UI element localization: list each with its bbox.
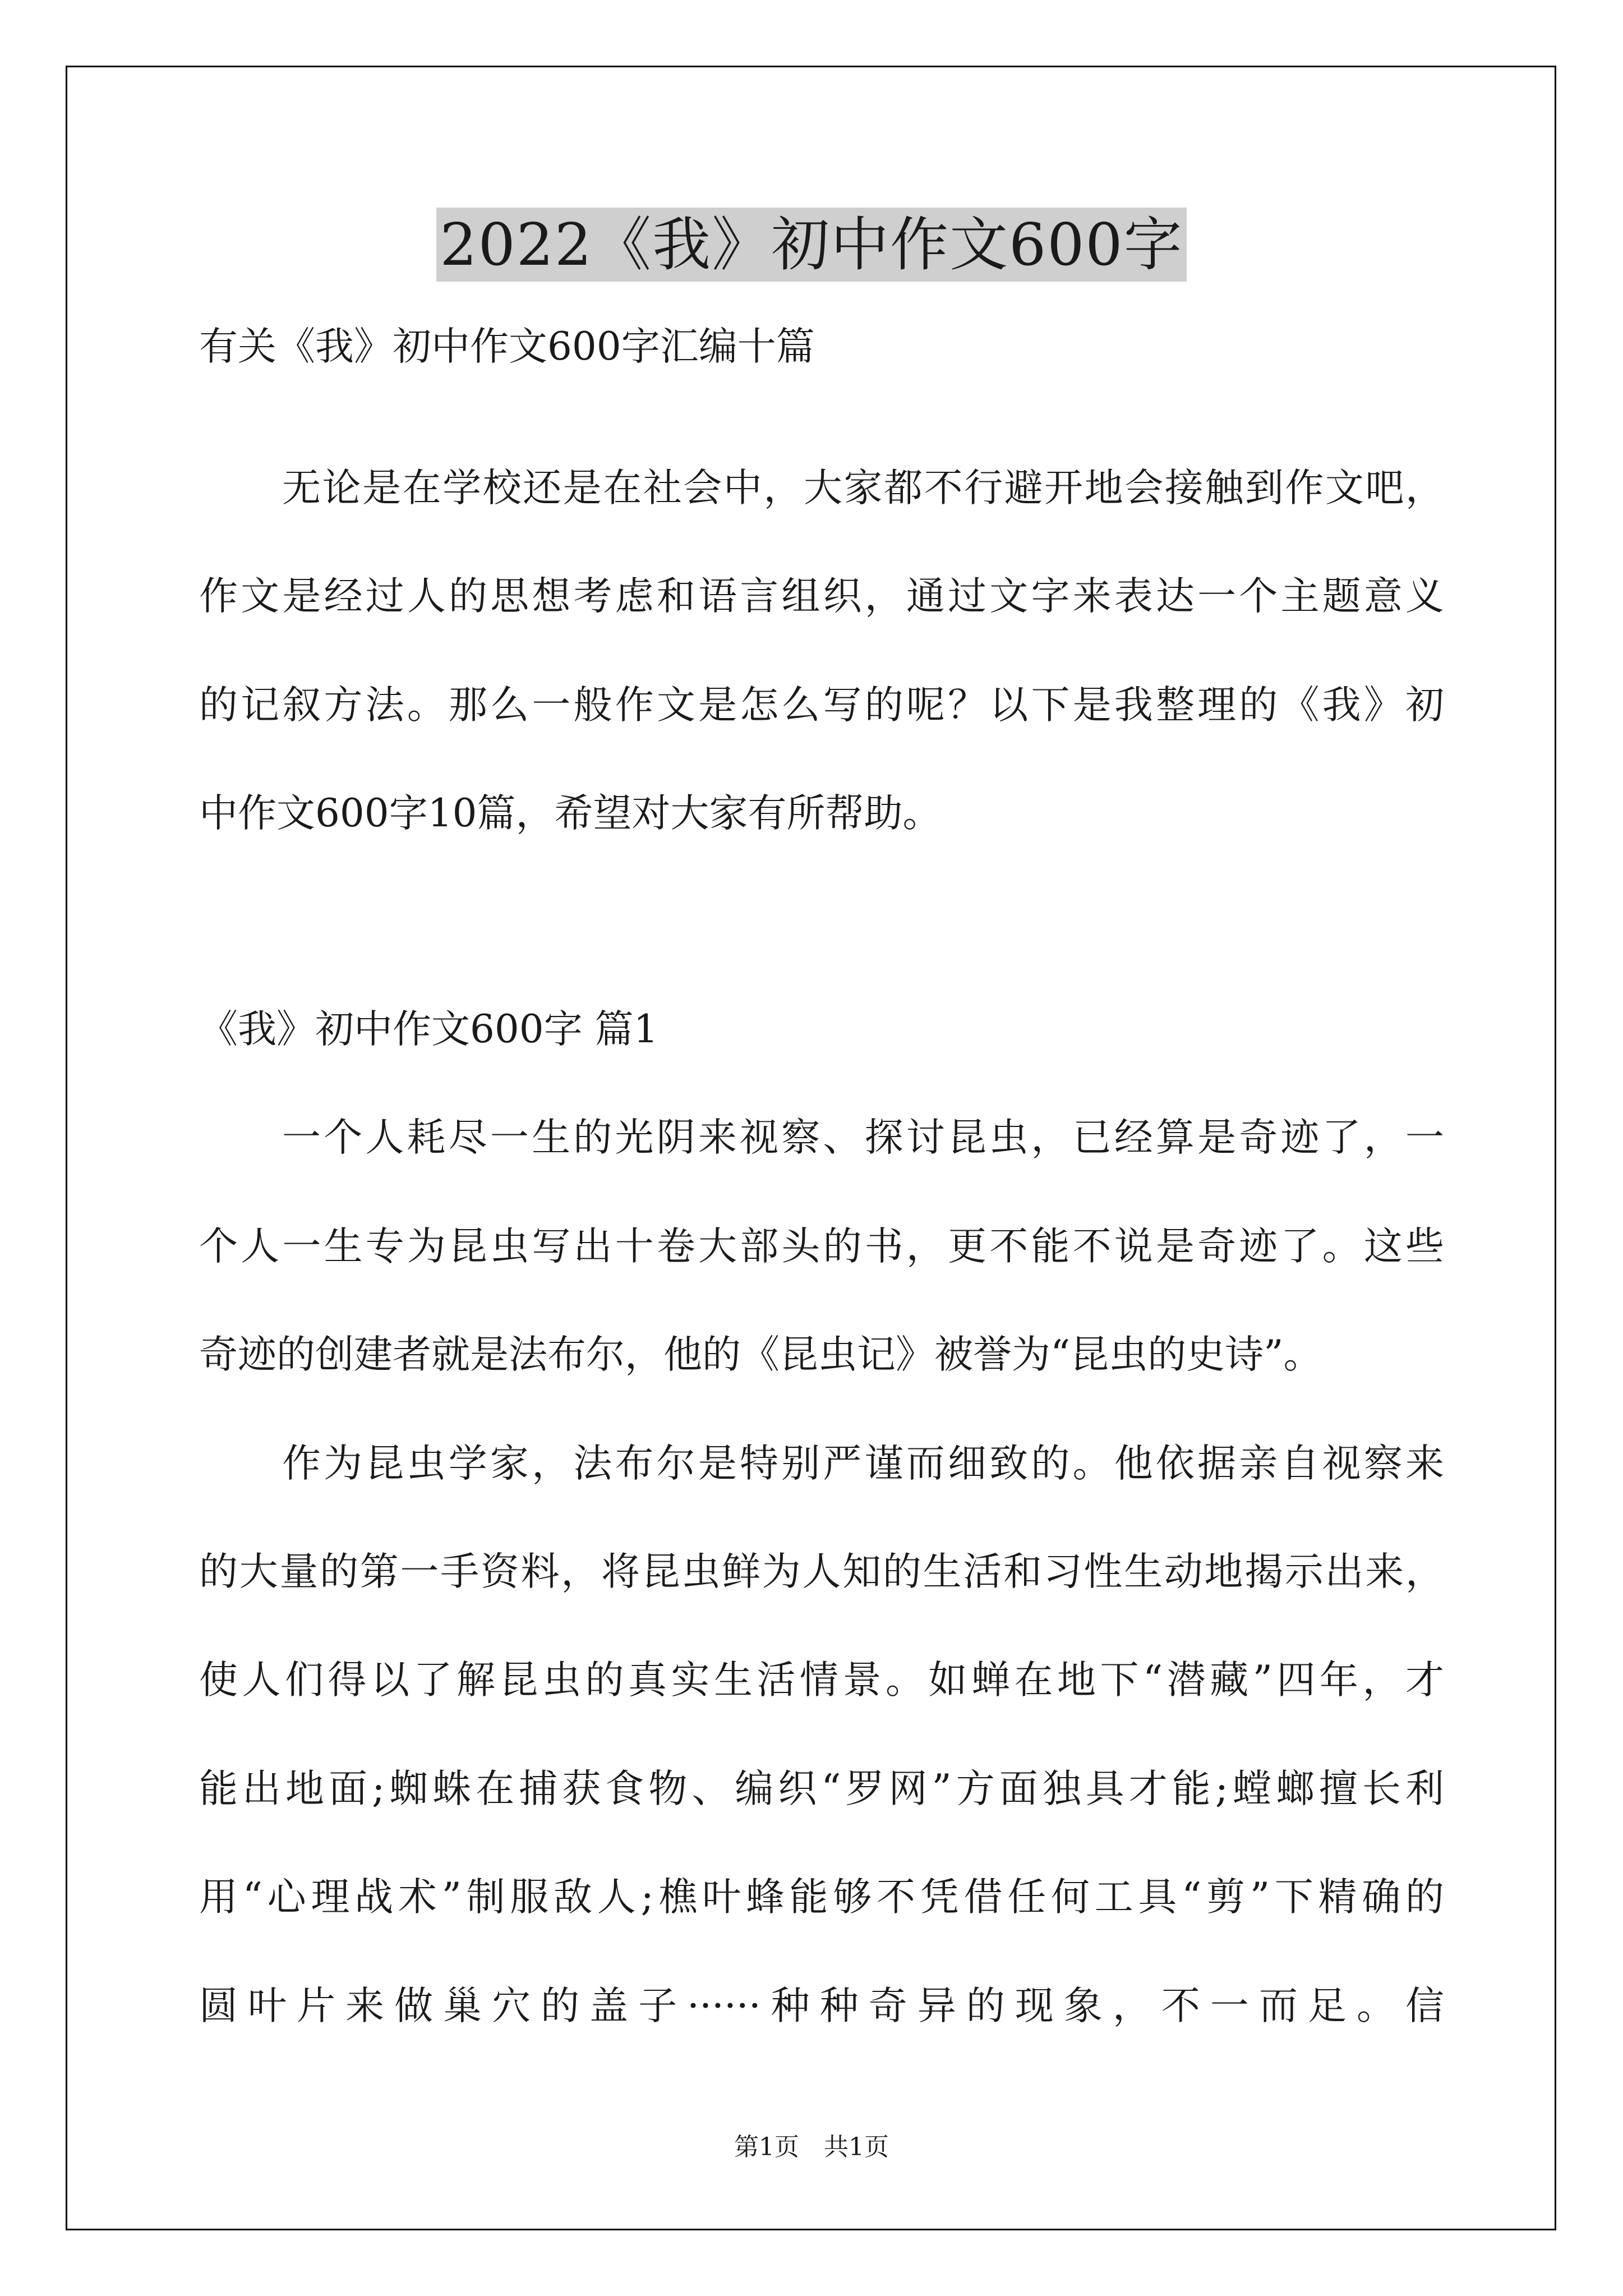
para2-line-6: 圆叶片来做巢穴的盖子······种种奇异的现象，不一而足。信 bbox=[199, 1984, 1444, 2028]
section-heading: 《我》初中作文600字 篇1 bbox=[199, 1007, 658, 1052]
para2-line-2: 的大量的第一手资料，将昆虫鲜为人知的生活和习性生动地揭示出来， bbox=[199, 1549, 1444, 1594]
para2-line-3: 使人们得以了解昆虫的真实生活情景。如蝉在地下“潜藏”四年，才 bbox=[199, 1658, 1444, 1703]
subtitle: 有关《我》初中作文600字汇编十篇 bbox=[199, 324, 815, 369]
intro-line-3: 的记叙方法。那么一般作文是怎么写的呢？以下是我整理的《我》初 bbox=[199, 683, 1444, 728]
page-footer: 第1页 共1页 bbox=[734, 2133, 889, 2161]
intro-line-4: 中作文600字10篇，希望对大家有所帮助。 bbox=[199, 791, 942, 836]
para1-line-2: 个人一生专为昆虫写出十卷大部头的书，更不能不说是奇迹了。这些 bbox=[199, 1224, 1444, 1269]
para1-line-3: 奇迹的创建者就是法布尔，他的《昆虫记》被誉为“昆虫的史诗”。 bbox=[199, 1332, 1322, 1377]
intro-line-2: 作文是经过人的思想考虑和语言组织，通过文字来表达一个主题意义 bbox=[199, 574, 1444, 619]
para2-line-5: 用“心理战术”制服敌人;樵叶蜂能够不凭借任何工具“剪”下精确的 bbox=[199, 1875, 1444, 1920]
para2-line-4: 能出地面;蜘蛛在捕获食物、编织“罗网”方面独具才能;螳螂擅长利 bbox=[199, 1766, 1444, 1811]
document-title: 2022《我》初中作文600字 bbox=[0, 208, 1623, 282]
intro-line-1: 无论是在学校还是在社会中，大家都不行避开地会接触到作文吧， bbox=[282, 466, 1444, 510]
para2-line-1: 作为昆虫学家，法布尔是特别严谨而细致的。他依据亲自视察来 bbox=[282, 1441, 1444, 1486]
para1-line-1: 一个人耗尽一生的光阴来视察、探讨昆虫，已经算是奇迹了，一 bbox=[282, 1115, 1444, 1160]
